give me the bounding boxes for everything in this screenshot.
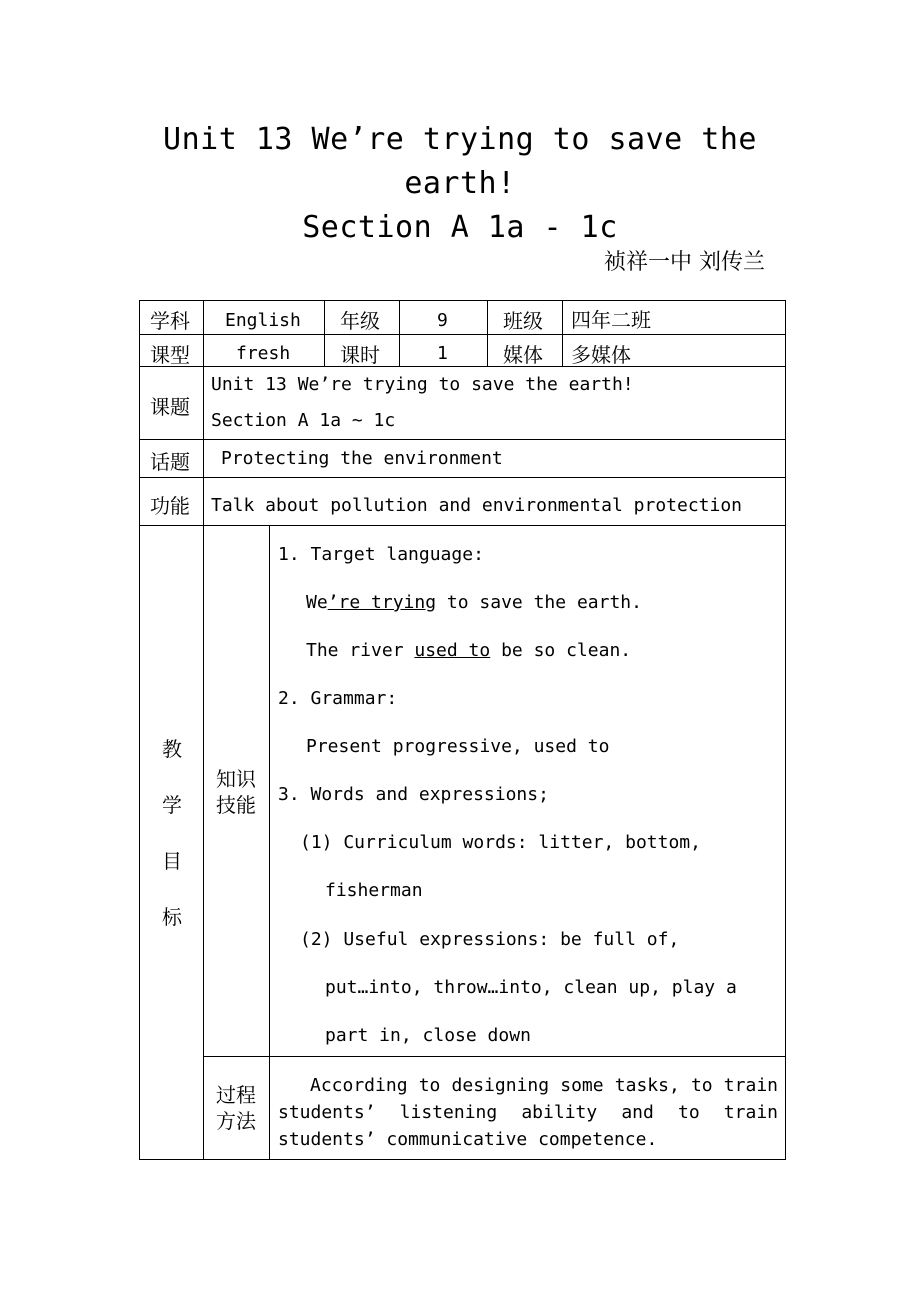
knowledge-label-line2: 技能 — [216, 793, 256, 817]
example-sentence-2 — [306, 640, 631, 661]
table-col-divider — [324, 300, 325, 367]
document-title-line2: earth! — [404, 166, 516, 201]
objectives-label-char: 学 — [162, 793, 182, 817]
topic-line2: Section A 1a ~ 1c — [211, 410, 396, 431]
table-col-divider — [399, 300, 400, 367]
table-border-right — [785, 300, 786, 1160]
table-border-top — [139, 300, 786, 301]
author-line: 祯祥一中 刘传兰 — [604, 250, 765, 275]
grade-label: 年级 — [340, 309, 380, 333]
period-label: 课时 — [340, 343, 380, 367]
process-methods-label — [211, 1082, 261, 1134]
function-value: Talk about pollution and environmental protection — [211, 495, 743, 516]
example1-part-a: We — [306, 592, 328, 613]
theme-label: 话题 — [150, 450, 190, 474]
example2-part-c: be so clean. — [490, 640, 632, 661]
example-sentence-1 — [306, 592, 642, 613]
lesson-type-value: fresh — [236, 343, 291, 364]
example1-part-c: to save the earth. — [436, 592, 642, 613]
process-methods-text: According to designing some tasks, to train students’ listening ability and to train students’ communicative competence. — [278, 1075, 778, 1150]
objectives-label-char: 标 — [162, 905, 182, 929]
knowledge-skills-label — [211, 766, 261, 818]
document-title-line3: Section A 1a - 1c — [302, 210, 618, 245]
process-label-line1: 过程 — [216, 1083, 256, 1107]
useful-expressions-line2: put…into, throw…into, clean up, play a — [325, 977, 737, 998]
lesson-type-label: 课型 — [150, 343, 190, 367]
media-value: 多媒体 — [571, 343, 631, 367]
function-label: 功能 — [150, 494, 190, 518]
target-language-heading: 1. Target language: — [278, 544, 484, 565]
media-label: 媒体 — [503, 343, 543, 367]
words-expressions-heading: 3. Words and expressions; — [278, 784, 549, 805]
table-col-divider — [487, 300, 488, 367]
table-row-divider — [139, 525, 786, 526]
example2-underlined: used to — [414, 640, 491, 661]
objectives-label-char: 目 — [162, 849, 182, 873]
subject-label: 学科 — [150, 309, 190, 333]
grammar-value: Present progressive, used to — [306, 736, 610, 757]
theme-value: Protecting the environment — [221, 448, 503, 469]
example1-underlined: ’re trying — [327, 592, 437, 613]
table-col-divider — [269, 525, 270, 1160]
table-row-divider — [203, 1056, 786, 1057]
table-row-divider — [139, 366, 786, 367]
table-border-left — [139, 300, 140, 1160]
document-title-line1: Unit 13 We’re trying to save the — [163, 122, 757, 157]
table-row-divider — [139, 439, 786, 440]
knowledge-label-line1: 知识 — [216, 767, 256, 791]
table-border-bottom — [139, 1159, 786, 1160]
period-value: 1 — [437, 343, 448, 364]
table-row-divider — [139, 334, 786, 335]
grade-value: 9 — [437, 310, 448, 331]
objectives-label-char: 教 — [162, 737, 182, 761]
curriculum-words-line1: (1) Curriculum words: litter, bottom, — [300, 832, 701, 853]
useful-expressions-line1: (2) Useful expressions: be full of, — [300, 929, 680, 950]
topic-label: 课题 — [150, 395, 190, 419]
table-col-divider — [203, 300, 204, 1160]
useful-expressions-line3: part in, close down — [325, 1025, 531, 1046]
subject-value: English — [225, 310, 301, 331]
table-row-divider — [139, 477, 786, 478]
class-label: 班级 — [503, 309, 543, 333]
table-col-divider — [562, 300, 563, 367]
curriculum-words-line2: fisherman — [325, 880, 423, 901]
grammar-heading: 2. Grammar: — [278, 688, 398, 709]
example2-part-a: The river — [306, 640, 415, 661]
topic-line1: Unit 13 We’re trying to save the earth! — [211, 374, 634, 395]
class-value: 四年二班 — [571, 308, 651, 332]
process-label-line2: 方法 — [216, 1109, 256, 1133]
